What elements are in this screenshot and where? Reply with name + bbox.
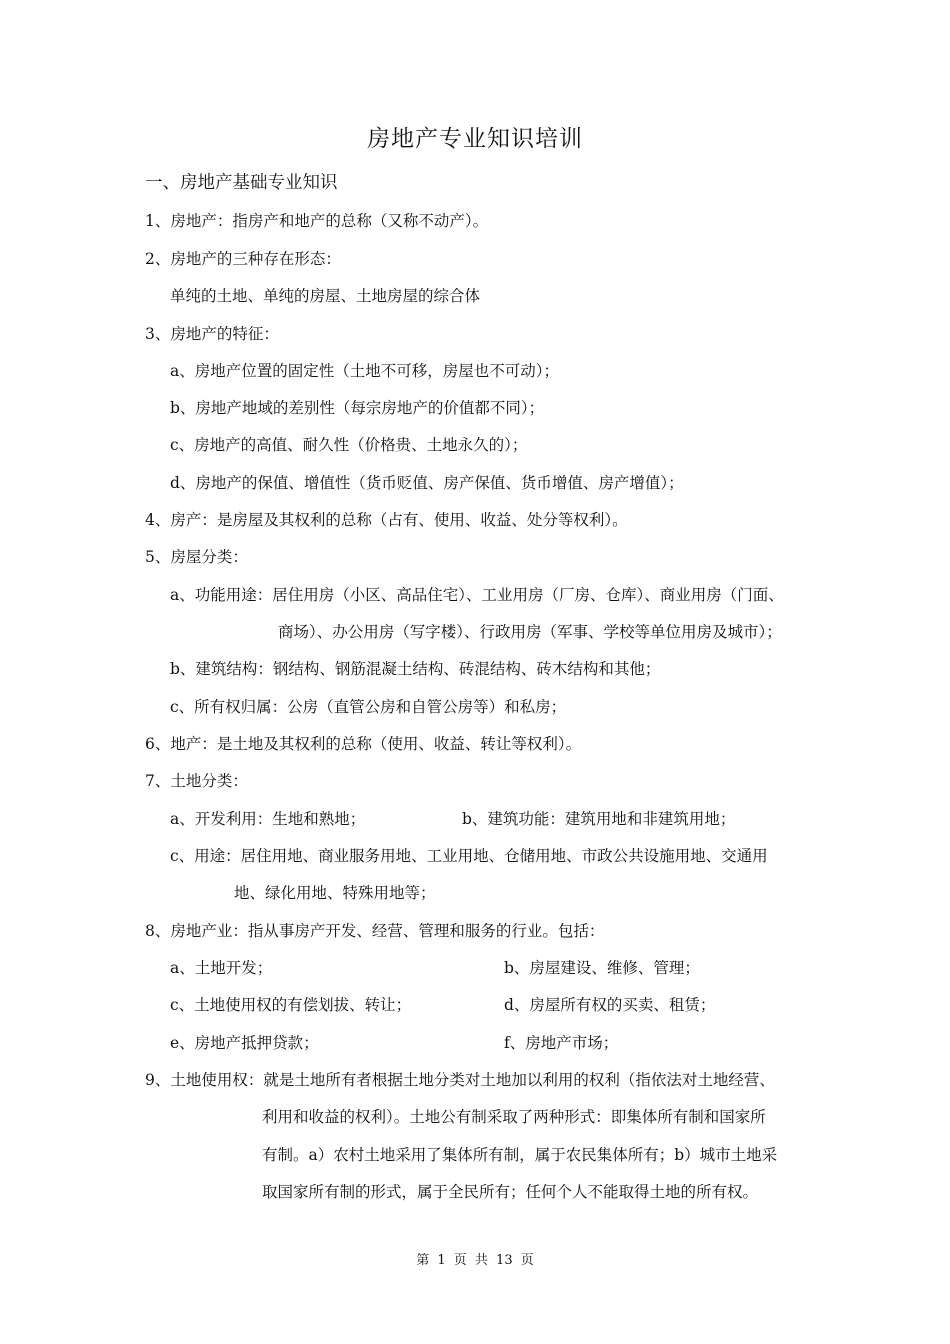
text-line: a、开发利用：生地和熟地；	[170, 810, 366, 828]
text-line: c、土地使用权的有偿划拔、转让；	[170, 996, 412, 1014]
text-line: c、用途：居住用地、商业服务用地、工业用地、仓储用地、市政公共设施用地、交通用	[170, 847, 768, 865]
text-line: b、房地产地域的差别性（每宗房地产的价值都不同）；	[170, 399, 545, 417]
text-line: a、功能用途：居住用房（小区、高品住宅）、工业用房（厂房、仓库）、商业用房（门面、	[170, 586, 784, 604]
text-line: 6、地产：是土地及其权利的总称（使用、收益、转让等权利）。	[145, 735, 582, 753]
document-title: 房地产专业知识培训	[367, 126, 583, 152]
text-line: 4、房产：是房屋及其权利的总称（占有、使用、收益、处分等权利）。	[145, 511, 628, 529]
text-line: 2、房地产的三种存在形态：	[145, 250, 341, 268]
text-line: 1、房地产：指房产和地产的总称（又称不动产）。	[145, 212, 489, 230]
text-line: a、土地开发；	[170, 959, 273, 977]
text-line: 3、房地产的特征：	[145, 325, 279, 343]
text-line: c、所有权归属：公房（直管公房和自管公房等）和私房；	[170, 698, 567, 716]
text-line: d、房地产的保值、增值性（货币贬值、房产保值、货币增值、房产增值）；	[170, 474, 684, 492]
text-line: 5、房屋分类：	[145, 548, 248, 566]
text-line: 地、绿化用地、特殊用地等；	[234, 884, 436, 902]
text-line: f、房地产市场；	[504, 1034, 619, 1052]
text-line: 单纯的土地、单纯的房屋、土地房屋的综合体	[170, 287, 481, 305]
text-line: 商场）、办公用房（写字楼）、行政用房（军事、学校等单位用房及城市）；	[278, 623, 782, 641]
text-line: b、房屋建设、维修、管理；	[504, 959, 700, 977]
text-line: d、房屋所有权的买卖、租赁；	[504, 996, 716, 1014]
text-line: 8、房地产业：指从事房产开发、经营、管理和服务的行业。包括：	[145, 922, 605, 940]
text-line: a、房地产位置的固定性（土地不可移，房屋也不可动）；	[170, 362, 559, 380]
text-line: 有制。a）农村土地采用了集体所有制，属于农民集体所有；b）城市土地采	[262, 1146, 778, 1164]
text-line: 取国家所有制的形式，属于全民所有；任何个人不能取得土地的所有权。	[262, 1183, 759, 1201]
text-line: b、建筑功能：建筑用地和非建筑用地；	[462, 810, 736, 828]
text-line: 利用和收益的权利）。土地公有制采取了两种形式：即集体所有制和国家所	[262, 1108, 766, 1126]
text-line: c、房地产的高值、耐久性（价格贵、土地永久的）；	[170, 436, 528, 454]
text-line: e、房地产抵押贷款；	[170, 1034, 319, 1052]
page-footer: 第 1 页 共 13 页	[416, 1253, 534, 1268]
text-line: 7、土地分类：	[145, 772, 248, 790]
text-line: b、建筑结构：钢结构、钢筋混凝土结构、砖混结构、砖木结构和其他；	[170, 660, 661, 678]
section-heading: 一、房地产基础专业知识	[145, 173, 338, 193]
text-line: 9、土地使用权：就是土地所有者根据土地分类对土地加以利用的权利（指依法对土地经营、	[145, 1071, 775, 1089]
